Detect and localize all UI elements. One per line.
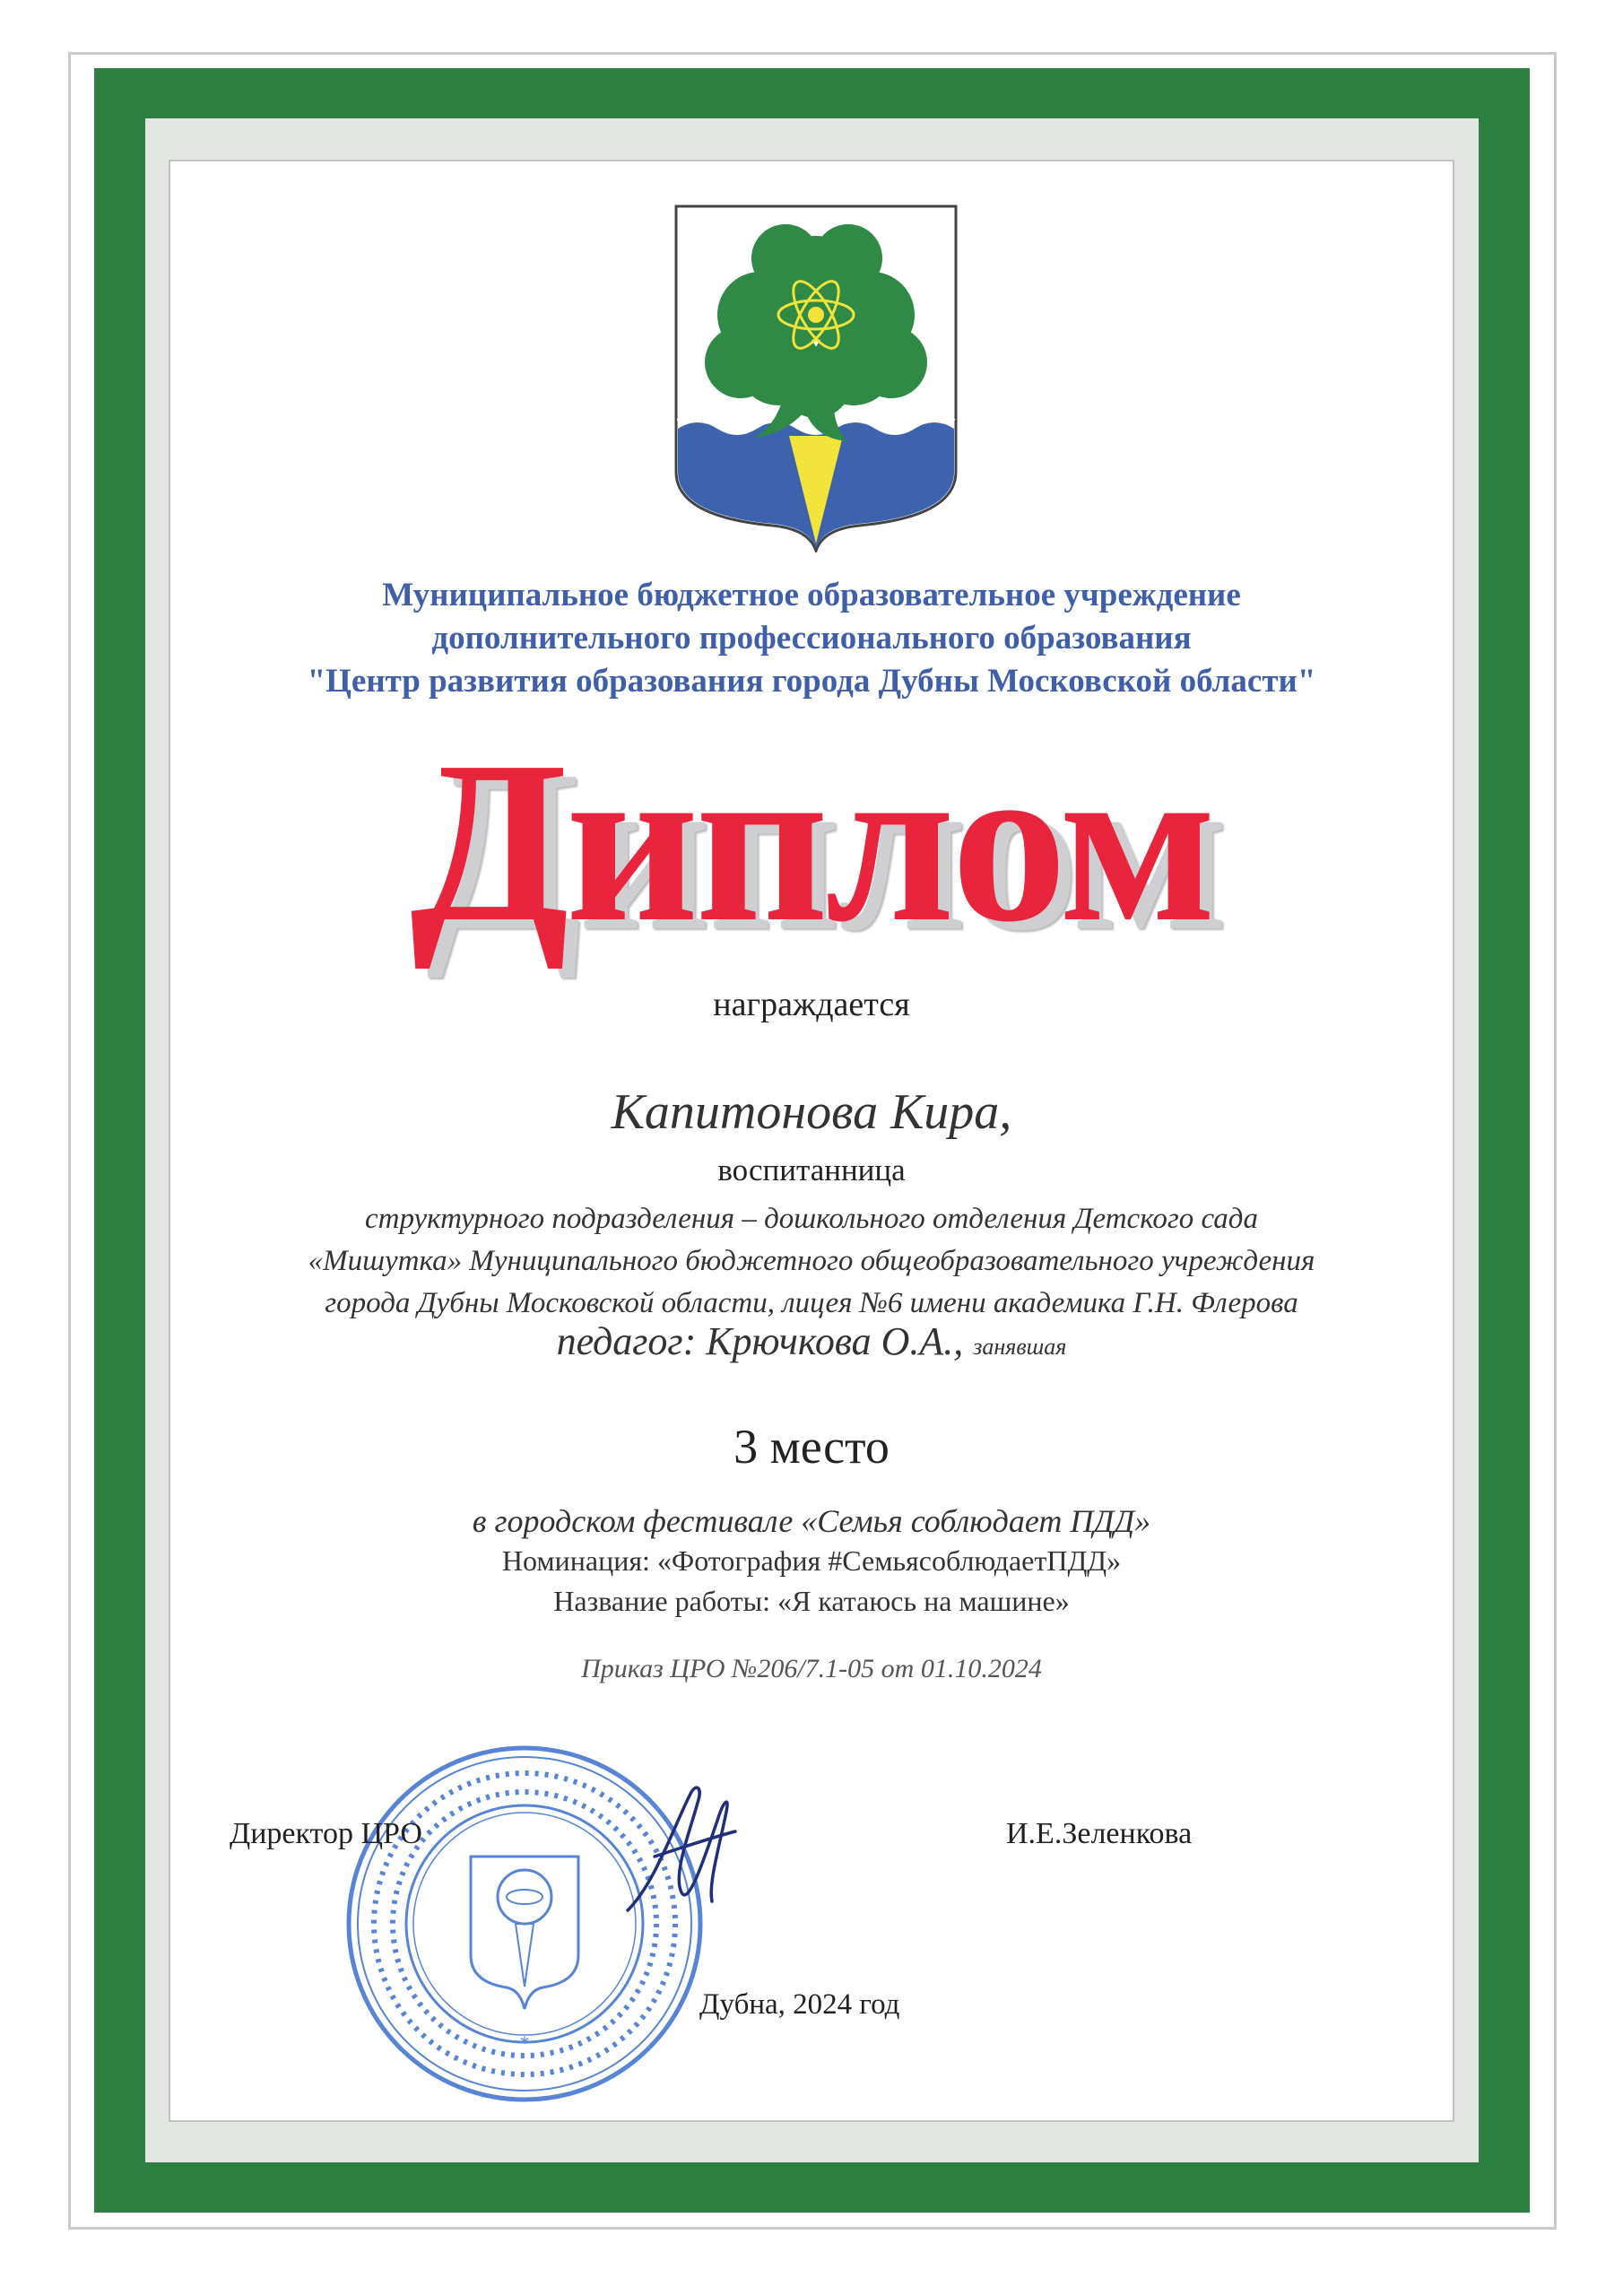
organization-name [169, 574, 1454, 703]
teacher-name: педагог: Крючкова О.А., [556, 1319, 964, 1363]
city-year: Дубна, 2024 год [699, 1988, 900, 2021]
org-line-1: Муниципальное бюджетное образовательное учреждение [382, 577, 1241, 613]
director-name: И.Е.Зеленкова [1006, 1817, 1193, 1850]
svg-text:*: * [519, 2031, 530, 2054]
recipient-name: Капитонова Кира, [611, 1084, 1012, 1140]
festival-name: в городском фестивале «Семья соблюдает ПДД» [472, 1503, 1151, 1539]
recipient-role: воспитанница [717, 1152, 906, 1187]
work-title: Название работы: «Я катаюсь на машине» [553, 1585, 1070, 1617]
order-reference: Приказ ЦРО №206/7.1-05 от 01.10.2024 [581, 1654, 1042, 1683]
teacher-suffix: занявшая [973, 1334, 1067, 1360]
diploma-title: Диплом [410, 713, 1213, 970]
org-line-3: "Центр развития образования города Дубны Московской области" [307, 663, 1316, 700]
org-line-2: дополнительного профессионального образования [431, 620, 1192, 657]
institution-line-1: структурного подразделения – дошкольного отделения Детского сада [364, 1203, 1258, 1235]
institution-description [169, 1198, 1454, 1325]
institution-line-2: «Мишутка» Муниципального бюджетного общеобразовательного учреждения [308, 1245, 1315, 1277]
institution-line-3: города Дубны Московской области, лицея №6 имени академика Г.Н. Флерова [325, 1287, 1298, 1319]
coat-of-arms-icon [671, 203, 961, 552]
place-awarded: 3 место [733, 1420, 890, 1474]
teacher-line [169, 1318, 1454, 1364]
nomination: Номинация: «Фотография #СемьясоблюдаетПДД» [501, 1544, 1122, 1577]
signature-icon [619, 1776, 744, 1919]
awarded-text: награждается [713, 986, 910, 1023]
director-label: Директор ЦРО [230, 1817, 422, 1850]
